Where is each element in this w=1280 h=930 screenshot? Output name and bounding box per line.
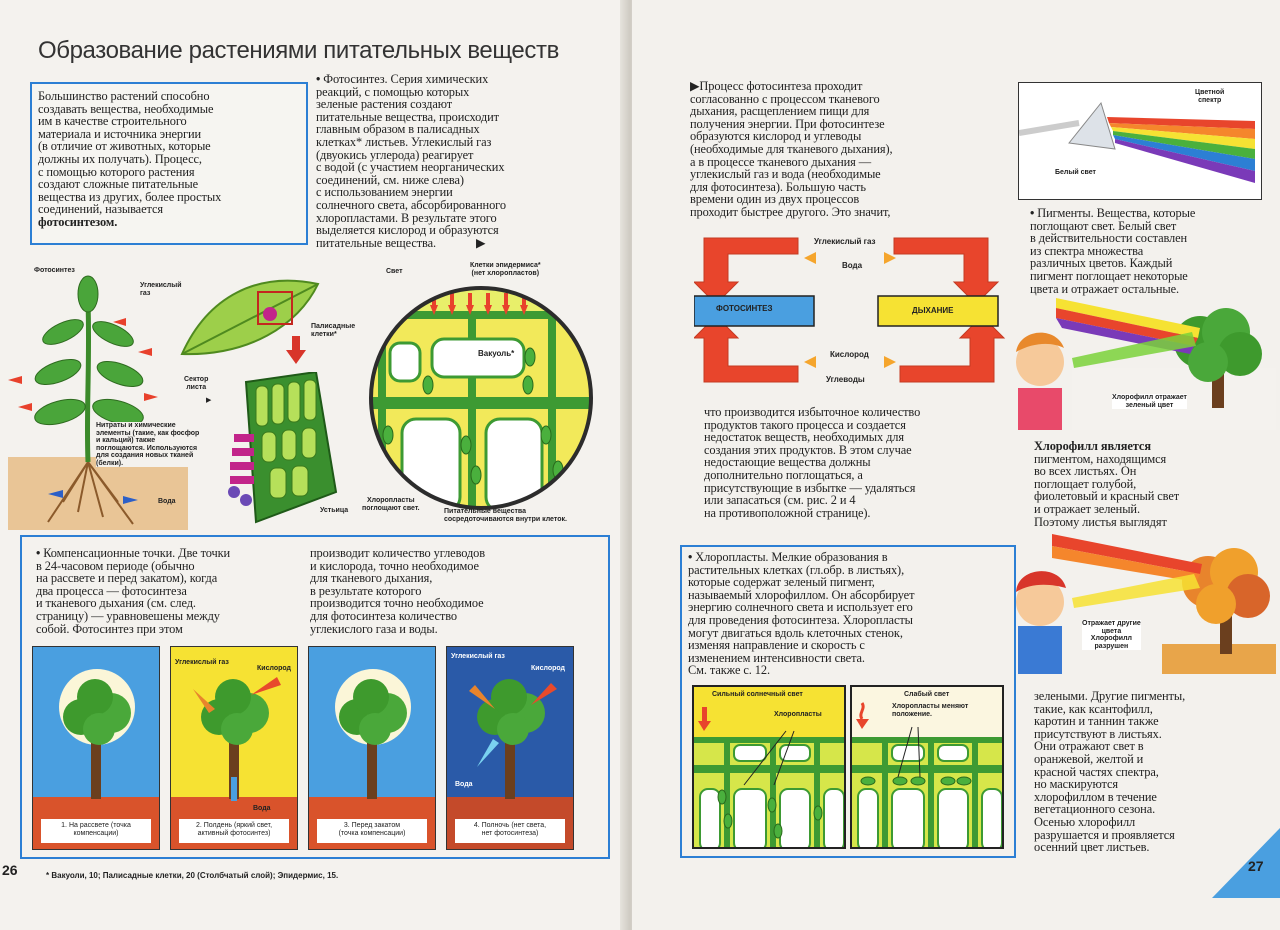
footnote: * Вакуоли, 10; Палисадные клетки, 20 (Столбчатый слой); Эпидермис, 15. (46, 871, 339, 880)
weak-light-panel (850, 685, 1004, 849)
label-water: Вода (158, 498, 176, 505)
intro-text: Большинство растений способно создавать вещества, необходимые им в качестве строительного материала и источника энергии (в отличие от животных, которые должны их получать). Процесс, с помощью которого растения создают сложные питательные вещества из других, более простых соединений, называется фотосинтезом. (38, 89, 222, 229)
label-light: Свет (386, 268, 403, 275)
label-stomata: Устьица (320, 507, 349, 514)
compensation-text-col2: производит количество углеводов и кислорода, точно необходимое для тканевого дыхания, в результате которого производится точно необходимое для фотосинтеза количество углекислого газа и воды. (310, 546, 486, 636)
page-corner (1212, 828, 1280, 898)
excess-paragraph: что производится избыточное количество продуктов такого процесса и создается недостаток веществ, необходимых для создания этих продуктов. В этом случае недостающие вещества должны дополнительно поглощаться, а присутствующие в избытке — удаляться или запасаться (см. рис. 2 и 4 на противоположной странице). (704, 405, 921, 520)
panel-dawn (32, 646, 160, 850)
label-nitrates: Нитраты и химические элементы (такие, как фосфор и кальций) также поглощаются. Используются для создания новых тканей (белки). (96, 422, 200, 467)
plant-illustration (8, 262, 188, 530)
strong-light-cells (694, 687, 846, 849)
page-title: Образование растениями питательных веществ (38, 37, 559, 64)
label-weak-light: Слабый свет (904, 691, 950, 698)
page-number-left: 26 (2, 862, 18, 878)
caption-dusk: 3. Перед закатом (точка компенсации) (317, 819, 427, 843)
intro-box (30, 82, 308, 245)
label-autumn: Отражает другие цвета Хлорофилл разрушен (1082, 620, 1141, 650)
label-midnight-co2: Углекислый газ (451, 653, 505, 660)
label-chlorophyll-reflects: Хлорофилл отражает зеленый цвет (1112, 394, 1187, 409)
compensation-text-col1: • Компенсационные точки. Две точки в 24-часовом периоде (обычно на рассвете и перед закатом), когда два процесса — фотосинтеза и тканевого дыхания (см. след. страницу) — уравновешены между собой. Фотосинтез при этом (36, 546, 231, 636)
page-number-right: 27 (1248, 858, 1264, 874)
panel-midnight (446, 646, 574, 850)
leaf-section-illustration (226, 372, 342, 528)
label-noon-o2: Кислород (257, 665, 292, 672)
prism-illustration (1019, 83, 1263, 201)
label-strong-light: Сильный солнечный свет (712, 691, 803, 698)
label-vacuole: Вакуоль* (478, 349, 515, 358)
left-page (0, 0, 628, 930)
label-cycle-photosynthesis: ФОТОСИНТЕЗ (716, 304, 773, 313)
label-cycle-water: Вода (842, 261, 863, 270)
panel-dusk (308, 646, 436, 850)
strong-light-panel (692, 685, 846, 849)
caption-noon: 2. Полдень (яркий свет, активный фотосинтез) (179, 819, 289, 843)
label-noon-water: Вода (253, 805, 271, 812)
label-epidermis: Клетки эпидермиса* (нет хлоропластов) (470, 262, 541, 277)
prism-box (1018, 82, 1262, 200)
panel-noon (170, 646, 298, 850)
label-white-light: Белый свет (1055, 169, 1096, 176)
label-midnight-water: Вода (455, 781, 473, 788)
label-photosynthesis: Фотосинтез (34, 267, 75, 274)
chloroplasts-text: • Хлоропласты. Мелкие образования в растительных клетках (гл.обр. в листьях), которые содержат зеленый пигмент, называемый хлорофиллом. Он абсорбирует энергию солнечного света и использует его для проведения фотосинтеза. Хлоропласты могут двигаться вдоль клеточных стенок, изменяя направление и скорость с изменением интенсивности света. См. также с. 12. (688, 550, 915, 678)
label-palisade: Палисадные клетки* (311, 323, 356, 338)
right-page (632, 0, 1280, 930)
label-chloroplasts-absorb: Хлоропласты поглощают свет. (362, 497, 420, 512)
label-cycle-oxygen: Кислород (830, 350, 869, 359)
arrow-icon: ▶ (206, 397, 212, 404)
label-noon-co2: Углекислый газ (175, 659, 229, 666)
label-nutrients: Питательные вещества сосредоточиваются внутри клеток. (444, 508, 567, 523)
label-cycle-co2: Углекислый газ (814, 237, 876, 246)
chlorophyll-paragraph: Хлорофилл является пигментом, находящимся во всех листьях. Он поглощает голубой, фиолетовый и красный свет и отражает зеленый. Поэтому листья выглядят (1034, 439, 1180, 529)
cell-closeup-illustration (368, 285, 594, 511)
label-chloroplasts-strong: Хлоропласты (774, 711, 822, 718)
other-pigments-paragraph: зелеными. Другие пигменты, такие, как ксантофилл, каротин и таннин также присутствуют в листьях. Они отражают свет в оранжевой, желтой и красной частях спектра, но маскируются хлорофиллом в течение вегетационного сезона. Осенью хлорофилл разрушается и проявляется осенний цвет листьев. (1034, 689, 1186, 855)
caption-midnight: 4. Полночь (нет света, нет фотосинтеза) (455, 819, 565, 843)
respiration-paragraph: ▶Процесс фотосинтеза проходит согласованно с процессом тканевого дыхания, расщеплением пищи для получения энергии. При фотосинтезе образуются кислород и углеводы (необходимые для тканевого дыхания), а в процессе тканевого дыхания — углекислый газ и вода (необходимые для фотосинтеза). Большую часть времени один из двух процессов проходит быстрее другого. Это значит, (690, 79, 893, 219)
label-leaf-sector: Сектор листа (184, 376, 209, 391)
label-chloroplasts-move: Хлоропласты меняют положение. (892, 703, 969, 718)
chloroplasts-box (680, 545, 1016, 858)
label-spectrum: Цветной спектр (1195, 89, 1225, 104)
green-tree-boy-illustration (1012, 298, 1276, 430)
label-co2: Углекислый газ (140, 282, 182, 297)
label-cycle-respiration: ДЫХАНИЕ (912, 306, 954, 315)
autumn-tree-boy-illustration (1012, 534, 1276, 674)
label-midnight-o2: Кислород (531, 665, 566, 672)
caption-dawn: 1. На рассвете (точка компенсации) (41, 819, 151, 843)
pigments-paragraph: • Пигменты. Вещества, которые поглощают свет. Белый свет в действительности составлен из спектра множества различных цветов. Каждый пигмент поглощает некоторые цвета и отражает остальные. (1030, 206, 1196, 296)
red-arrow-icon (286, 336, 306, 364)
label-cycle-carbs: Углеводы (826, 375, 865, 384)
photosynthesis-paragraph: • Фотосинтез. Серия химических реакций, с помощью которых зеленые растения создают питательные вещества, происходит главным образом в палисадных клетках* листьев. Углекислый газ (двуокись углерода) реагирует с водой (с участием неорганических соединений, см. ниже слева) с использованием энергии солнечного света, абсорбированного хлоропластами. В результате этого выделяется кислород и образуются питательные вещества. ▶ (316, 72, 506, 250)
